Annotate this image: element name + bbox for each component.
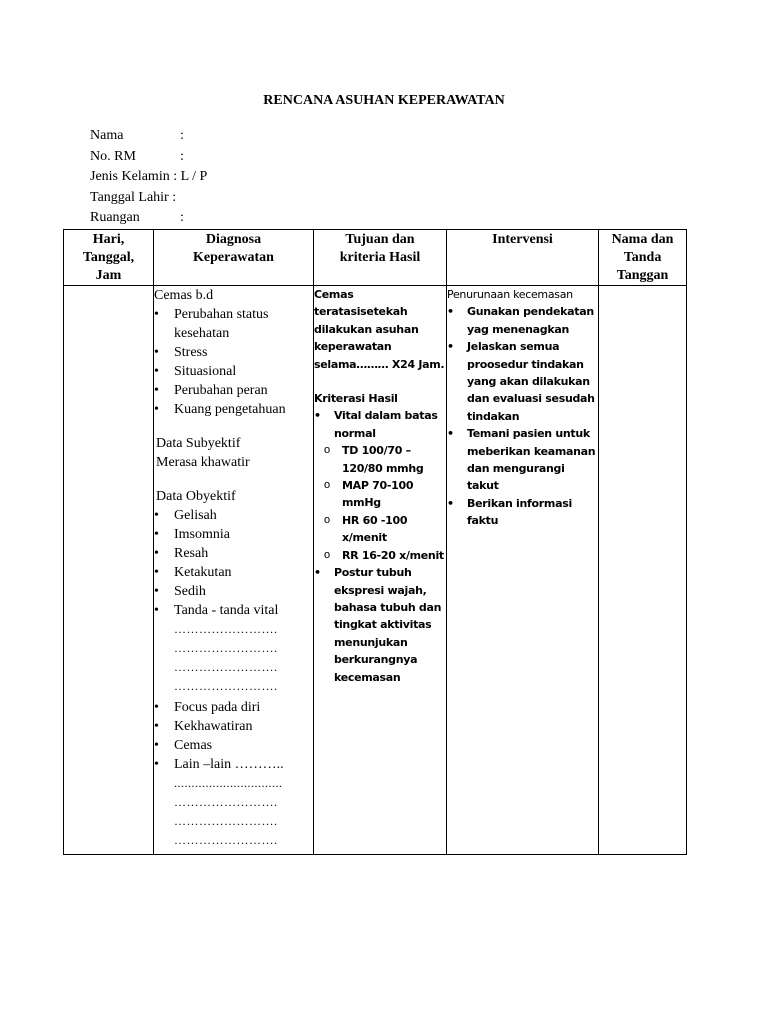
vital-signs-label: Tanda - tanda vital [174,603,279,618]
obyektif-title: Data Obyektif [156,489,236,504]
fill-line: ............................... [174,776,283,790]
header-tujuan: Tujuan dan kriteria Hasil [314,230,447,286]
intervensi-list [447,303,598,529]
kriteria-list [314,407,446,442]
list-item: • Berikan informasi faktu [447,495,598,530]
list-item: • Stress [154,343,313,362]
cell-intervensi [447,286,599,855]
list-item: • Sedih [154,582,313,601]
list-item: o TD 100/70 – 120/80 mmhg [324,442,446,477]
kriteria-title: Kriterasi Hasil [314,392,398,406]
vital-items [314,442,446,564]
fill-line: ……………………. [174,622,278,636]
list-item: • Jelaskan semua proosedur tindakan yang akan dilakukan dan evaluasi sesudah tindakan [447,338,598,425]
list-item [154,755,313,850]
header-intervensi: Intervensi [447,230,599,286]
diagnosa-causes [154,305,313,419]
cell-nama-tanda [599,286,687,855]
list-item: • Perubahan status kesehatan [154,305,313,343]
list-item [154,601,313,696]
list-item: o HR 60 -100 x/menit [324,512,446,547]
info-no-rm: No. RM : [90,148,184,164]
list-item: • Gelisah [154,506,313,525]
postur-list [314,564,446,686]
fill-line: ……………………. [174,679,278,693]
table-header-row [64,230,687,286]
vital-normal: Vital dalam batas normal [334,409,438,440]
fill-line: ……………………. [174,795,278,809]
fill-line: ……………………. [174,814,278,828]
cell-diagnosa [154,286,314,855]
list-item: • Imsomnia [154,525,313,544]
list-item: • Kekhawatiran [154,717,313,736]
obyektif-list-2 [154,698,313,850]
list-item: • Perubahan peran [154,381,313,400]
cell-tujuan [314,286,447,855]
list-item: o RR 16-20 x/menit [324,547,446,564]
list-item: • Postur tubuh ekspresi wajah, bahasa tubuh dan tingkat aktivitas menunjukan berkurangnya kecemasan [314,564,446,686]
intervensi-title: Penurunaan kecemasan [447,288,573,301]
header-nama-tanda: Nama dan Tanda Tanggan [599,230,687,286]
care-plan-table [63,229,687,855]
fill-line: ……………………. [174,833,278,847]
list-item [314,407,446,442]
tujuan-intro: Cemas teratasisetekah dilakukan asuhan keperawatan selama……… X24 Jam. [314,288,445,371]
list-item: • Gunakan pendekatan yag menenagkan [447,303,598,338]
table-body-row [64,286,687,855]
list-item: • Kuang pengetahuan [154,400,313,419]
obyektif-list [154,506,313,696]
info-jenis-kelamin: Jenis Kelamin : L / P [90,169,208,184]
patient-info [90,126,207,229]
fill-line: ……………………. [174,660,278,674]
header-hari: Hari, Tanggal, Jam [64,230,154,286]
diagnosa-intro: Cemas b.d [154,288,214,303]
list-item: • Situasional [154,362,313,381]
lain-lain-label: Lain –lain ……….. [174,757,284,772]
cell-hari [64,286,154,855]
info-nama: Nama : [90,128,184,143]
subjektif-title: Data Subyektif [156,436,241,451]
list-item: • Resah [154,544,313,563]
subjektif-text: Merasa khawatir [156,455,250,470]
list-item: • Ketakutan [154,563,313,582]
list-item: • Cemas [154,736,313,755]
info-ruangan: Ruangan : [90,210,184,225]
document-title: RENCANA ASUHAN KEPERAWATAN [263,93,505,108]
list-item: • Focus pada diri [154,698,313,717]
info-tanggal-lahir: Tanggal Lahir : [90,189,177,205]
list-item: o MAP 70-100 mmHg [324,477,446,512]
header-diagnosa: Diagnosa Keperawatan [154,230,314,286]
fill-line: ……………………. [174,641,278,655]
list-item: • Temani pasien untuk meberikan keamanan dan mengurangi takut [447,425,598,495]
